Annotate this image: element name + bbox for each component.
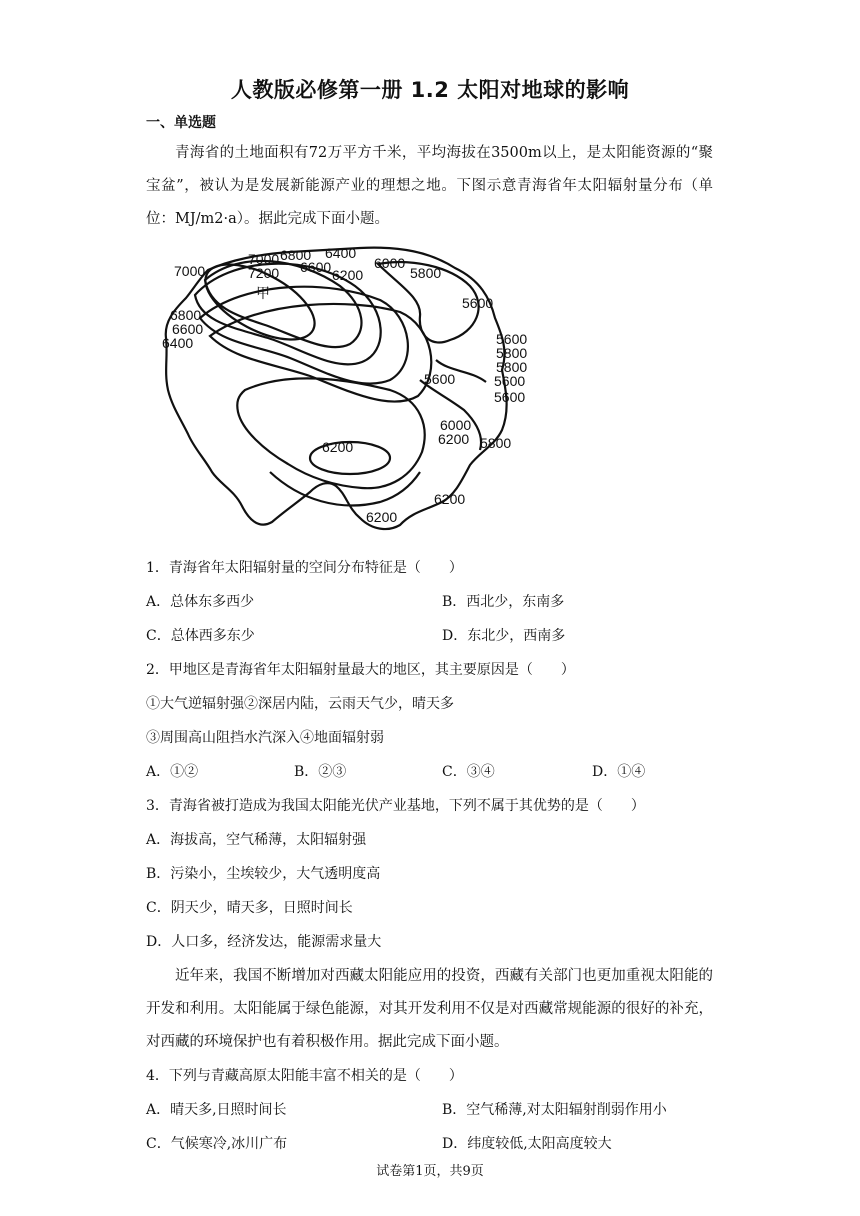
q1-option-b[interactable]: B．西北少，东南多 (442, 594, 565, 610)
question-3-stem: 3．青海省被打造成为我国太阳能光伏产业基地，下列不属于其优势的是（ ） (146, 798, 645, 814)
contour-label: 5600 (496, 331, 528, 347)
contour-label: 5800 (496, 359, 528, 375)
contour-label: 6200 (332, 267, 364, 283)
contour-label: 5800 (480, 435, 512, 451)
solar-radiation-map (150, 240, 530, 540)
section-heading: 一、单选题 (146, 115, 216, 131)
contour-label: 6400 (162, 335, 194, 351)
contour-label: 6800 (280, 247, 312, 263)
question-1-stem: 1．青海省年太阳辐射量的空间分布特征是（ ） (146, 560, 463, 576)
intro-paragraph-2: 近年来，我国不断增加对西藏太阳能应用的投资，西藏有关部门也更加重视太阳能的开发和利用。太阳能属于绿色能源，对其开发利用不仅是对西藏常规能源的很好的补充，对西藏的环境保护也有着积极作用。据此完成下面小题。 (146, 968, 713, 1050)
contour-label: 5600 (462, 295, 494, 311)
q3-option-d[interactable]: D．人口多，经济发达，能源需求量大 (146, 934, 382, 950)
q2-option-a[interactable]: A．①② (146, 764, 199, 780)
q4-option-c[interactable]: C．气候寒冷,冰川广布 (146, 1136, 288, 1152)
contour-label: 6200 (366, 509, 398, 525)
q3-option-a[interactable]: A．海拔高，空气稀薄，太阳辐射强 (146, 832, 367, 848)
contour-label: 5800 (496, 345, 528, 361)
contour-label: 7200 (248, 265, 280, 281)
contour-label: 5600 (494, 373, 526, 389)
contour-label: 6600 (172, 321, 204, 337)
q4-option-d[interactable]: D．纬度较低,太阳高度较大 (442, 1136, 612, 1152)
question-2-statements-1: ①大气逆辐射强②深居内陆，云雨天气少，晴天多 (146, 696, 454, 712)
q3-option-c[interactable]: C．阴天少，晴天多，日照时间长 (146, 900, 353, 916)
intro-paragraph-1: 青海省的土地面积有72万平方千米，平均海拔在3500m以上，是太阳能资源的“聚宝盆”，被认为是发展新能源产业的理想之地。下图示意青海省年太阳辐射量分布（单位：MJ/m2·a）。据此完成下面小题。 (146, 145, 713, 227)
contour-label: 7000 (174, 263, 206, 279)
question-4-stem: 4．下列与青藏高原太阳能丰富不相关的是（ ） (146, 1068, 463, 1084)
contour-label: 5600 (494, 389, 526, 405)
contour-label: 6200 (434, 491, 466, 507)
question-2-statements-2: ③周围高山阻挡水汽深入④地面辐射弱 (146, 730, 384, 746)
contour-label: 6000 (374, 255, 406, 271)
contour-label: 6200 (322, 439, 354, 455)
contour-label: 5600 (424, 371, 456, 387)
contour-label: 6200 (438, 431, 470, 447)
contour-label: 7000 (248, 251, 280, 267)
location-label-jia: 甲 (256, 285, 270, 301)
contour-label: 6000 (440, 417, 472, 433)
question-2-stem: 2．甲地区是青海省年太阳辐射量最大的地区，其主要原因是（ ） (146, 662, 575, 678)
q2-option-d[interactable]: D．①④ (592, 764, 646, 780)
page-footer: 试卷第1页，共9页 (376, 1164, 484, 1179)
q1-option-d[interactable]: D．东北少，西南多 (442, 628, 566, 644)
q1-option-a[interactable]: A．总体东多西少 (146, 594, 255, 610)
page-title: 人教版必修第一册 1.2 太阳对地球的影响 (230, 78, 630, 102)
q1-option-c[interactable]: C．总体西多东少 (146, 628, 255, 644)
contour-label: 6600 (300, 259, 332, 275)
q4-option-b[interactable]: B．空气稀薄,对太阳辐射削弱作用小 (442, 1102, 667, 1118)
q2-option-c[interactable]: C．③④ (442, 764, 495, 780)
q4-option-a[interactable]: A．晴天多,日照时间长 (146, 1102, 287, 1118)
q3-option-b[interactable]: B．污染小，尘埃较少，大气透明度高 (146, 866, 381, 882)
q2-option-b[interactable]: B．②③ (294, 764, 347, 780)
contour-label: 6400 (325, 245, 357, 261)
contour-label: 6800 (170, 307, 202, 323)
contour-label: 5800 (410, 265, 442, 281)
